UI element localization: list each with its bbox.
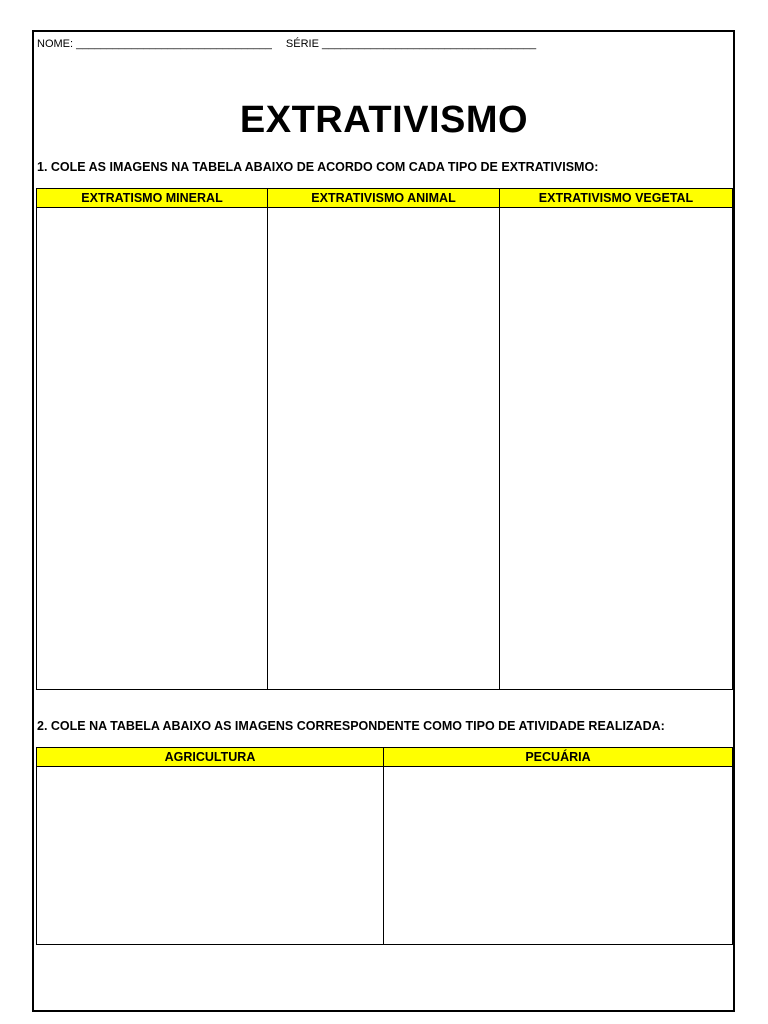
page-title: EXTRATIVISMO [239, 99, 529, 141]
cell-mineral[interactable] [37, 208, 268, 690]
name-field[interactable]: NOME: ________________________________ [37, 38, 272, 50]
activity-table [36, 747, 733, 945]
grade-field[interactable]: SÉRIE ___________________________________ [285, 38, 537, 50]
table-row [37, 767, 733, 945]
table-header-row [37, 748, 733, 767]
question-1-text: 1. COLE AS IMAGENS NA TABELA ABAIXO DE ACORDO COM CADA TIPO DE EXTRATIVISMO: [37, 160, 599, 174]
column-header-agriculture: AGRICULTURA [37, 748, 384, 767]
column-header-animal: EXTRATIVISMO ANIMAL [268, 189, 500, 208]
question-2-text: 2. COLE NA TABELA ABAIXO AS IMAGENS CORRESPONDENTE COMO TIPO DE ATIVIDADE REALIZADA: [37, 719, 665, 733]
column-header-vegetal: EXTRATIVISMO VEGETAL [500, 189, 733, 208]
column-header-mineral: EXTRATISMO MINERAL [37, 189, 268, 208]
cell-animal[interactable] [268, 208, 500, 690]
extractivism-table [36, 188, 733, 690]
student-info-line [37, 38, 536, 50]
cell-agriculture[interactable] [37, 767, 384, 945]
table-row [37, 208, 733, 690]
table-header-row [37, 189, 733, 208]
column-header-livestock: PECUÁRIA [384, 748, 733, 767]
cell-vegetal[interactable] [500, 208, 733, 690]
cell-livestock[interactable] [384, 767, 733, 945]
